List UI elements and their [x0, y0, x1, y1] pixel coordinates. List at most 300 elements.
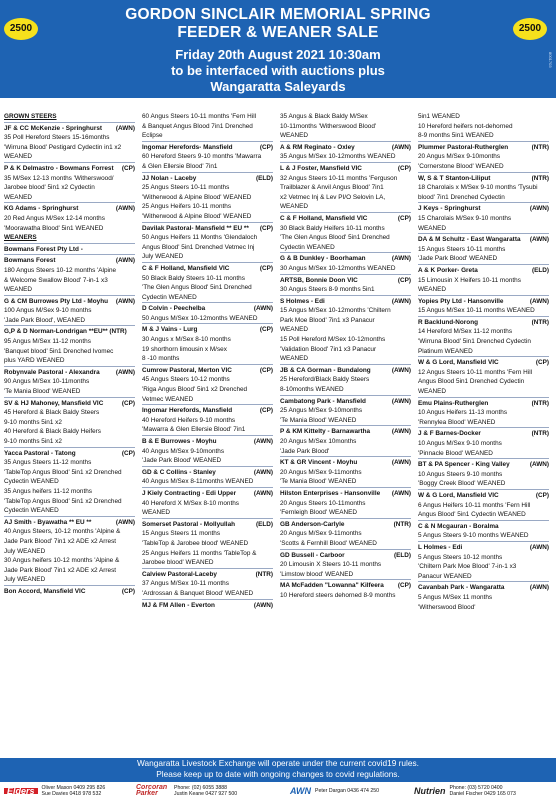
lot-description: 'The Glen Angus Blood' 5in1 Drenched: [142, 284, 252, 292]
agent-code: (AWN): [391, 397, 411, 405]
lot-description: Eclipse: [142, 132, 163, 140]
vendor-name-text: JB & CA Gorman - Bundalong: [280, 366, 371, 374]
vendor-name: [280, 252, 411, 264]
lot-description: Cydectin WEANED: [142, 293, 197, 301]
lot-description: 'Witherwood & Alpine Blood' WEANED: [142, 212, 252, 220]
lot-description: 'Jade Park Blood' WEANED: [142, 457, 222, 465]
vendor-name-text: Yopies Pty Ltd - Hansonville: [418, 297, 504, 305]
lot-description: WEANED: [280, 355, 309, 363]
lot-description: WEANED: [418, 286, 447, 294]
agent-code: (CP): [121, 399, 135, 407]
vendor-name-text: C & F Holland, Mansfield VIC: [280, 214, 368, 222]
vendor-name-text: A & RM Reginato - Oxley: [280, 143, 355, 151]
vendor-name-text: R Backlund-Norong: [418, 318, 478, 326]
vendor-name: [280, 579, 411, 591]
agent-code: (AWN): [529, 236, 549, 244]
lot-description: Jarobee blood' 5in1 x2 Cydectin: [4, 184, 95, 192]
vendor-name-text: Ingomar Herefords, Mansfield: [142, 407, 233, 415]
agent-code: (AWN): [529, 461, 549, 469]
lot-description: Platinum WEANED: [418, 347, 473, 355]
lot-description: plus YARD WEANED: [4, 357, 65, 365]
vendor-name: [280, 364, 411, 376]
lot-description: 40 Angus Steers, 10-12 months 'Alpine &: [4, 528, 121, 536]
vendor-name: [280, 549, 411, 561]
lot-description: 90 Angus M/Sex 10-11months: [4, 378, 90, 386]
lot-description: 100 Angus M/Sex 9-10 months: [4, 307, 92, 315]
lot-description: 'Jade Park Blood': [280, 447, 330, 455]
vendor-name-text: Emu Plains-Rutherglen: [418, 399, 489, 407]
lot-description: 'Fernleigh Blood' WEANED: [280, 509, 358, 517]
vendor-name-text: Calview Pastoral-Laceby: [142, 570, 217, 578]
lot-description: 40 Hereford Heifers 9-10 months: [142, 416, 236, 424]
vendor-name-text: C & N Mcgauran - Boralma: [418, 522, 499, 530]
agent-code: (NTR): [531, 143, 549, 151]
agent-code: (CP): [397, 214, 411, 222]
lot-description: 30 Angus heifers 10-12 months 'Alpine &: [4, 557, 120, 565]
lot-description: 'Wirruna Blood' Pestigard Cydectin in1 x2: [4, 143, 122, 151]
vendor-name-text: JJ Nolan - Laceby: [142, 174, 197, 182]
lot-description: 10-11months 'Witherswood Blood': [280, 122, 377, 130]
vendor-name-text: ARTSB, Bonnie Doon VIC: [280, 276, 358, 284]
lot-description: WEANED: [280, 326, 309, 334]
agent-code: (NTR): [531, 318, 549, 326]
agent-nutrien: [414, 785, 554, 797]
lot-description: 180 Angus Steers 10-12 months 'Alpine: [4, 266, 117, 274]
lot-description: 35 Angus M/Sex 10-12months WEANED: [280, 153, 396, 161]
lot-description: 12 Angus Steers 10-11 months 'Fern Hill: [418, 368, 533, 376]
vendor-name: [280, 487, 411, 499]
lot-description: 60 Angus Steers 10-11 months 'Fern Hill: [142, 113, 257, 120]
vendor-name: [142, 141, 273, 153]
lot-description: 8-9 months 5in1 WEANED: [418, 132, 494, 140]
vendor-name: [4, 366, 135, 378]
lot-description: Jade Park Blood' 7in1 x2 ADE x2 Arrest: [4, 537, 117, 545]
vendor-name: [418, 520, 549, 532]
agent-code: (AWN): [529, 543, 549, 551]
lot-description: 50 Angus Heifers 11 Months 'Glendaloch: [142, 234, 258, 242]
vendor-name-text: SV & HJ Mahoney, Mansfield VIC: [4, 399, 104, 407]
lot-description: 5 Angus Steers 10-12 months: [418, 553, 503, 561]
lot-description: & Banquet Angus Blood 7in1 Drenched: [142, 122, 253, 130]
agent-code: (CP): [397, 164, 411, 172]
agent-code: (NTR): [531, 174, 549, 182]
lot-description: 20 Angus Steers 10-11months: [280, 499, 366, 507]
vendor-name: [142, 404, 273, 416]
lot-description: 45 Hereford & Black Baldy Steers: [4, 409, 100, 417]
lot-description: WEANED: [4, 286, 33, 294]
lot-description: 'Scotts & Fernhill Blood' WEANED: [280, 539, 377, 547]
vendor-name: [418, 202, 549, 214]
agent-code: (AWN): [391, 428, 411, 436]
lot-description: WEANED: [280, 203, 309, 211]
agent-code: (AWN): [529, 205, 549, 213]
vendor-name-text: A & K Porker- Greta: [418, 266, 478, 274]
lot-description: 14 Hereford M/Sex 11-12 months: [418, 328, 513, 336]
lot-description: 'The Glen Angus Blood' 5in1 Drenched: [280, 234, 390, 242]
lot-description: 15 Angus M/Sex 10-12months 'Chiltern: [280, 307, 391, 315]
section-heading: GROWN STEERS: [4, 113, 57, 120]
vendor-name-text: Hilston Enterprises - Hansonville: [280, 489, 381, 497]
lot-description: July WEANED: [142, 253, 184, 261]
agent-code: (AWN): [115, 297, 135, 305]
lot-description: 25 Angus Heifers 10-11 months: [142, 203, 232, 211]
vendor-name: [142, 222, 273, 234]
vendor-name: [4, 202, 135, 214]
elders-logo: Elders: [4, 788, 38, 794]
agent-code: (AWN): [115, 368, 135, 376]
vendor-name-text: W & G Lord, Mansfield VIC: [418, 359, 499, 367]
vendor-name-text: MA McFadden "Lowanna" Kilfeera: [280, 582, 384, 590]
agent-code: (CP): [259, 407, 273, 415]
lot-description: 15 Angus Steers 11 months: [142, 530, 221, 538]
vendor-name-text: JF & CC McKenzie - Springhurst: [4, 124, 102, 132]
vendor-name: [142, 466, 273, 478]
vendor-name: [4, 516, 135, 528]
lot-description: 20 Angus M/Sex 9-11months: [280, 530, 362, 538]
listing-column: [142, 112, 273, 756]
lot-description: 'Moorawatha Blood' 5in1 WEANED: [4, 224, 104, 232]
agent-code: (NTR): [393, 520, 411, 528]
lot-description: Jade Park Blood' 7in1 x2 ADE x2 Arrest: [4, 566, 117, 574]
agent-code: (AWN): [529, 584, 549, 592]
lot-description: 15 Poll Hereford M/Sex 10-12months: [280, 336, 386, 344]
lot-description: WEANED: [280, 132, 309, 140]
vendor-name-text: Bowmans Forest: [4, 257, 56, 265]
section-heading: WEANERS: [4, 234, 37, 242]
vendor-name: [4, 585, 135, 597]
lot-description: 10 Hereford heifers not-dehorned: [418, 122, 513, 130]
agent-code: (AWN): [391, 459, 411, 467]
agent-contact: Daniel Fischer 0429 165 073: [449, 791, 516, 797]
ad-code: 8001703: [548, 52, 553, 68]
vendor-name-text: KT & GR Vincent - Moyhu: [280, 459, 358, 467]
vendor-name: [418, 356, 549, 368]
lot-description: 40 Angus M/Sex 8-11months WEANED: [142, 478, 254, 486]
lot-description: WEANED: [142, 509, 171, 517]
vendor-name: [142, 518, 273, 530]
vendor-name: [418, 295, 549, 307]
agent-code: (AWN): [391, 297, 411, 305]
agent-code: (AWN): [253, 438, 273, 445]
lot-description: 10 Hereford steers dehorned 8-9 months: [280, 591, 396, 599]
lot-description: Cydectin WEANED: [4, 507, 59, 515]
agent-contact: Sue Davies 0418 978 532: [41, 791, 102, 797]
lot-description: 'Mawarra & Glen Ellersie Blood' 7in1: [142, 426, 246, 434]
lot-description: 10 Angus M/Sex 9-10 months: [418, 440, 502, 447]
lot-description: 'Cornerstone Blood' WEANED: [418, 162, 504, 170]
vendor-name-text: B & E Burrowes - Moyhu: [142, 438, 217, 445]
lot-description: Angus Blood' 5in1 Cydectin WEANED: [418, 511, 526, 519]
lot-description: 30 Angus M/Sex 10-12months WEANED: [280, 264, 396, 272]
vendor-name: [4, 447, 135, 459]
lot-description: Angus Blood' 5in1 Drenched Vetmec Inj: [142, 243, 255, 251]
lot-description: WEANED: [418, 224, 447, 232]
sale-date: Friday 20th August 2021 10:30am: [175, 47, 381, 62]
corcoran-parker-logo: Corcoran Parker: [136, 784, 168, 797]
vendor-name-text: P & KM Kittelty - Barnawartha: [280, 428, 371, 436]
vendor-name: [142, 262, 273, 274]
agent-code: (NTR): [255, 570, 273, 578]
lot-description: 25 Angus M/Sex 9-10months: [280, 407, 363, 415]
agent-code: (CP): [121, 164, 135, 172]
lot-description: Cydectin WEANED: [280, 243, 335, 251]
lot-description: 40 Hereford & Black Baldy Heifers: [4, 428, 101, 436]
vendor-name: [4, 162, 135, 174]
lot-description: 'Te Mania Blood' WEANED: [280, 478, 357, 486]
agent-code: (CP): [259, 143, 273, 151]
vendor-name-text: G,P & D Norman-Londrigan **EU** (NTR): [4, 328, 127, 336]
vendor-name-text: Davilak Pastoral- Mansfield ** EU **: [142, 224, 249, 232]
vendor-name-text: L & J Foster, Mansfield VIC: [280, 164, 362, 172]
lot-description: 30 Black Baldy Heifers 10-11 months: [280, 224, 385, 232]
lot-description: & Welcome Swallow Blood' 7-in-1 x3: [4, 276, 108, 284]
lot-description: 9-10 months 5in1 x2: [4, 418, 62, 426]
lot-description: 'Te Mania Blood' WEANED: [4, 388, 81, 396]
lot-description: 30 Angus Steers 8-9 months 5in1: [280, 286, 375, 294]
agent-code: (ELD): [255, 174, 273, 182]
lot-description: 20 Red Angus M/Sex 12-14 months: [4, 214, 105, 222]
lot-description: 15 Angus M/Sex 10-11 months WEANED: [418, 307, 535, 315]
lot-description: 'Rennylea Blood' WEANED: [418, 418, 496, 426]
agent-code: (CP): [535, 359, 549, 367]
lot-description: Park Moe Blood' 7in1 x3 Panacur: [280, 316, 375, 324]
agent-code: (ELD): [255, 520, 273, 528]
lot-description: 'Witherwood & Alpine Blood' WEANED: [142, 193, 252, 201]
vendor-name-text: Plummer Pastoral-Rutherglen: [418, 143, 509, 151]
lot-description: 8 -10 months: [142, 355, 180, 363]
vendor-name: [4, 397, 135, 409]
lot-description: 'Banquet blood' 5in1 Drenched Ivomec: [4, 347, 114, 355]
covid-notice-line2: Please keep up to date with ongoing changes to covid regulations.: [156, 769, 400, 779]
vendor-listing: [4, 112, 554, 756]
covid-notice-line1: Wangaratta Livestock Exchange will operate under the current covid19 rules.: [137, 758, 419, 768]
lot-description: Jarobee blood' WEANED: [142, 559, 214, 567]
vendor-name-text: Robynvale Pastoral - Alexandra: [4, 368, 100, 376]
vendor-name-text: C & F Holland, Mansfield VIC: [142, 264, 230, 272]
lot-count-badge: 2500: [513, 18, 547, 40]
agent-code: (AWN): [115, 124, 135, 132]
lot-description: 'Chiltern Park Moe Blood' 7-in-1 x3: [418, 563, 517, 571]
vendor-name-text: W & G Lord, Mansfield VIC: [418, 491, 499, 499]
lot-description: 8-10months WEANED: [280, 386, 344, 394]
vendor-name-text: Bon Accord, Mansfield VIC: [4, 587, 86, 595]
vendor-name-text: KG Adams - Springhurst: [4, 205, 79, 213]
sale-header: [0, 0, 556, 98]
lot-description: 'TableTop Angus Blood' 5in1 x2 Drenched: [4, 468, 122, 476]
vendor-name-text: Ingomar Herefords- Mansfield: [142, 143, 233, 151]
vendor-name: [4, 295, 135, 307]
vendor-name-text: BT & PA Spencer - King Valley: [418, 461, 510, 469]
agent-code: (AWN): [253, 601, 273, 609]
agent-contact: Peter Dargan 0436 474 250: [315, 788, 380, 794]
lot-description: 'Pinnacle Blood' WEANED: [418, 449, 493, 457]
vendor-name: [4, 243, 135, 255]
vendor-name: [4, 254, 135, 266]
vendor-name: [280, 395, 411, 407]
agent-code: (AWN): [253, 468, 273, 476]
vendor-name-text: D Colvin - Peechelba: [142, 305, 206, 313]
vendor-name: [418, 316, 549, 328]
agent-code: (ELD): [531, 266, 549, 274]
lot-description: 10 Angus Heifers 11-13 months: [418, 409, 508, 417]
listing-column: [4, 112, 135, 756]
vendor-name: [280, 456, 411, 468]
vendor-name: [280, 141, 411, 153]
vendor-name-text: W, S & T Stanton-Liliput: [418, 174, 491, 182]
lot-description: 10 Angus Steers 9-10 months: [418, 470, 503, 478]
lot-description: 'Jade Park Blood', WEANED: [4, 316, 85, 324]
lot-description: 35 Angus & Black Baldy M/Sex: [280, 113, 368, 120]
lot-description: 'Boggy Creek Blood' WEANED: [418, 480, 506, 488]
lot-description: 19 shorthorn limousin x M/sex: [142, 345, 227, 353]
vendor-name: [280, 518, 411, 530]
vendor-name-text: Yacca Pastoral - Tatong: [4, 449, 76, 457]
lot-description: blood' 7in1 Drenched Cydectin: [418, 193, 505, 201]
lot-description: 'TableTop & Jarobee blood' WEANED: [142, 539, 249, 547]
vendor-name-text: MJ & FM Allen - Everton: [142, 601, 215, 609]
lot-description: 25 Angus Heifers 11 months 'TableTop &: [142, 549, 257, 557]
vendor-name-text: S Holmes - Edi: [280, 297, 325, 305]
lot-description: & Glen Ellersie Blood' 7in1: [142, 162, 218, 170]
vendor-name-text: M & J Vains - Lurg: [142, 326, 198, 334]
vendor-name: [280, 425, 411, 437]
agent-code: (AWN): [115, 257, 135, 265]
agent-contact: Oliver Mason 0409 295 826: [41, 785, 106, 791]
lot-description: 15 Limousin X Heifers 10-11 months: [418, 276, 521, 284]
agent-code: (AWN): [391, 489, 411, 497]
vendor-name: [280, 295, 411, 307]
agent-contact: Phone: (03) 5720 0400: [449, 785, 503, 791]
agent-code: (AWN): [115, 205, 135, 213]
lot-description: 18 Charolais x M/Sex 9-10 months 'Tysubi: [418, 184, 538, 192]
lot-description: 35 Poll Hereford Steers 15-16months: [4, 134, 110, 142]
lot-description: 5in1 WEANED: [418, 113, 460, 120]
agent-code: (CP): [259, 326, 273, 334]
agent-code: (AWN): [115, 518, 135, 526]
lot-description: 'Ardrossan & Banquet Blood' WEANED: [142, 589, 254, 597]
lot-description: 5 Angus Steers 9-10 months WEANED: [418, 532, 529, 540]
vendor-name: [418, 264, 549, 276]
lot-description: WEANED: [418, 388, 447, 396]
sale-venue: Wangaratta Saleyards: [210, 79, 346, 94]
lot-description: 'Riga Angus Blood' 5in1 x2 Drenched: [142, 386, 248, 394]
vendor-name: [418, 489, 549, 501]
lot-description: 'Wirruna Blood' 5in1 Drenched Cydectin: [418, 338, 531, 346]
lot-description: 35 M/Sex 12-13 months 'Witherswood/: [4, 174, 114, 182]
sale-subtitle: to be interfaced with auctions plus: [171, 63, 385, 78]
vendor-name: [142, 364, 273, 376]
agent-awn: [290, 788, 410, 794]
lot-description: 'Limstow blood' WEANED: [280, 570, 354, 578]
agent-code: (CP): [397, 276, 411, 284]
agent-code: (AWN): [253, 305, 273, 313]
lot-description: 40 Angus M/Sex 9-10months: [142, 447, 225, 455]
lot-description: 20 Angus M/Sex 10months: [280, 438, 357, 445]
vendor-name-text: G & B Dunkley - Boorhaman: [280, 255, 366, 263]
agent-code: (CP): [535, 491, 549, 499]
lot-description: 35 Angus heifers 11-12 months: [4, 487, 92, 495]
vendor-name-text: Bowmans Forest Pty Ltd -: [4, 245, 83, 253]
lot-description: 6 Angus Heifers 10-11 months 'Fern Hill: [418, 501, 531, 509]
lot-description: x2 Vetmec Inj & Lev PI/O Selovin LA,: [280, 193, 386, 201]
lot-description: 9-10 months 5in1 x2: [4, 438, 62, 445]
agent-code: (CP): [259, 224, 273, 232]
lot-description: Trailblazer & Anvil Angus Blood' 7in1: [280, 184, 384, 192]
vendor-name-text: AJ Smith - Byawatha ** EU **: [4, 518, 92, 526]
vendor-name: [142, 599, 273, 611]
lot-description: 'Te Mania Blood' WEANED: [280, 416, 357, 424]
agent-contact: Phone: (02) 6055 3888: [174, 785, 228, 791]
agent-code: (AWN): [529, 297, 549, 305]
lot-description: 30 Angus x M/Sex 8-10 months: [142, 336, 231, 344]
vendor-name: [418, 233, 549, 245]
covid-notice: [0, 758, 556, 782]
lot-description: 5 Angus M/Sex 11 months: [418, 593, 493, 601]
vendor-name: [418, 427, 549, 439]
agent-code: (CP): [121, 587, 135, 595]
vendor-name: [142, 435, 273, 447]
agent-corcoran-parker: [136, 785, 286, 797]
vendor-name-text: P & K Delmastro - Bowmans Forrest: [4, 164, 114, 172]
vendor-name: [142, 172, 273, 184]
vendor-name: [418, 141, 549, 153]
lot-description: 40 Hereford X M/Sex 8-10 months: [142, 499, 239, 507]
agent-code: (CP): [397, 582, 411, 590]
awn-logo: AWN: [290, 786, 311, 796]
lot-description: 20 Limousin X Steers 10-11 months: [280, 561, 382, 569]
lot-description: 25 Angus Steers 10-11 months: [142, 184, 230, 192]
vendor-name: [4, 122, 135, 134]
vendor-name-text: Cavanbah Park - Wangaratta: [418, 584, 505, 592]
vendor-name: [142, 487, 273, 499]
lot-description: 15 Angus Steers 10-11 months: [418, 245, 506, 253]
lot-description: 50 Black Baldy Steers 10-11 months: [142, 274, 245, 282]
vendor-name-text: Somerset Pastoral - Mollyullah: [142, 520, 236, 528]
vendor-name-text: J & F Barnes-Docker: [418, 430, 481, 438]
vendor-name-text: L Holmes - Edi: [418, 543, 463, 551]
lot-description: 20 Angus M/Sex 9-11months: [280, 468, 362, 476]
lot-description: WEANED: [4, 153, 33, 161]
lot-description: 20 Angus M/Sex 9-10months: [418, 153, 501, 161]
vendor-name: [142, 323, 273, 335]
lot-description: 45 Angus Steers 10-12 months: [142, 376, 230, 384]
lot-description: WEANED: [4, 193, 33, 201]
vendor-name-text: GD & C Collins - Stanley: [142, 468, 216, 476]
listing-column: [280, 112, 411, 756]
lot-description: July WEANED: [4, 547, 46, 555]
vendor-name-text: J Keys - Springhurst: [418, 205, 481, 213]
vendor-name-text: J Kiely Contracting - Edi Upper: [142, 489, 237, 497]
vendor-name-text: Cumrow Pastoral, Merton VIC: [142, 366, 232, 374]
agent-code: (AWN): [391, 366, 411, 374]
vendor-name: [418, 581, 549, 593]
vendor-name: [280, 274, 411, 286]
lot-description: 50 Angus M/Sex 10-12months WEANED: [142, 314, 258, 322]
lot-description: 'Jade Park Blood' WEANED: [418, 255, 498, 263]
lot-description: 32 Angus Steers 10-11 months 'Ferguson: [280, 174, 398, 182]
lot-description: 60 Hereford Steers 9-10 months 'Mawarra: [142, 153, 262, 161]
lot-description: 37 Angus M/Sex 10-11 months: [142, 580, 229, 588]
lot-description: Panacur WEANED: [418, 572, 472, 580]
vendor-name: [280, 212, 411, 224]
vendor-name: [142, 568, 273, 580]
vendor-name-text: G & CM Burrowes Pty Ltd - Moyhu: [4, 297, 109, 305]
agent-code: (CP): [259, 264, 273, 272]
nutrien-logo: Nutrien: [414, 786, 446, 796]
lot-description: 95 Angus M/Sex 11-12 months: [4, 338, 91, 346]
vendor-name-text: DA & M Schultz - East Wangaratta: [418, 236, 521, 244]
sale-title-line1: GORDON SINCLAIR MEMORIAL SPRING: [125, 6, 431, 23]
